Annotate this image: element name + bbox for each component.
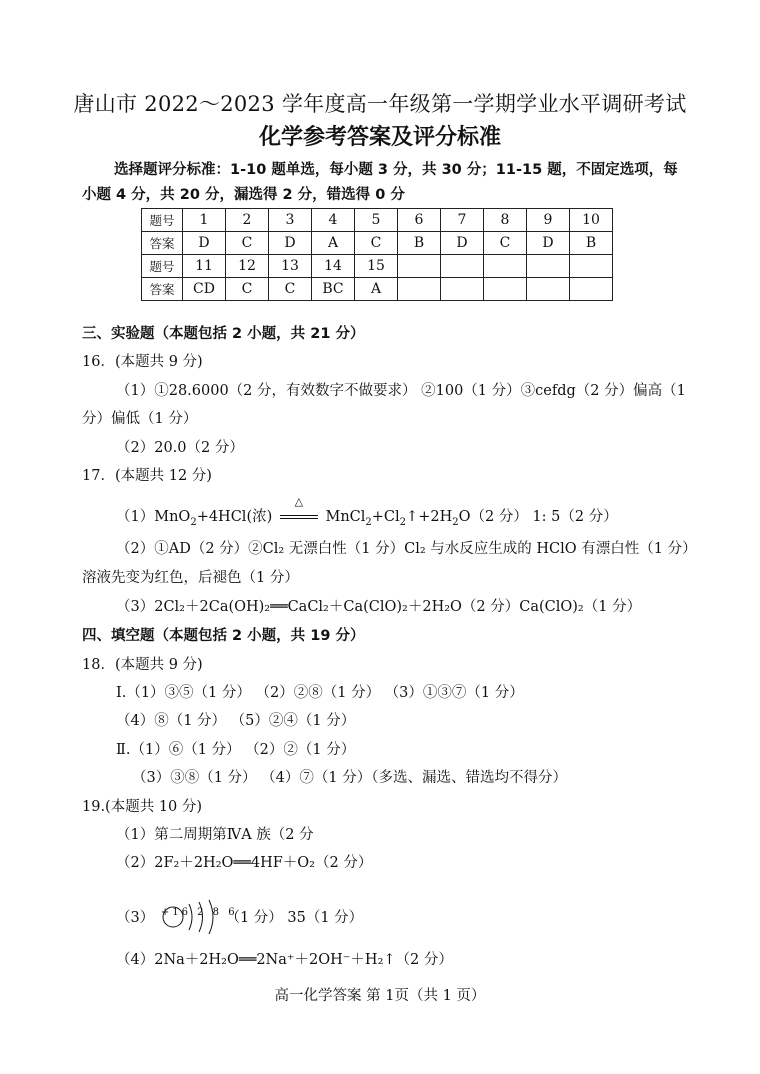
q19-part2: （2）2F₂＋2H₂O══4HF＋O₂（2 分） xyxy=(116,855,373,871)
q18-line4: （3）③⑧（1 分） （4）⑦（1 分）（多选、漏选、错选均不得分） xyxy=(132,770,567,786)
table-cell: CD xyxy=(183,278,226,301)
table-cell: 11 xyxy=(183,255,226,278)
table-cell: 10 xyxy=(570,209,613,232)
q19-part3 xyxy=(116,906,363,928)
q17-eq-end: （2 分） 1: 5（2 分） xyxy=(470,509,618,525)
table-cell xyxy=(527,255,570,278)
table-header-cell: 题号 xyxy=(142,255,183,278)
table-cell: 8 xyxy=(484,209,527,232)
table-cell: C xyxy=(226,278,269,301)
atom-structure-diagram xyxy=(159,907,238,928)
delta-symbol: △ xyxy=(294,495,304,508)
table-cell: C xyxy=(355,232,398,255)
q16-title: 16．(本题共 9 分) xyxy=(82,354,203,370)
table-cell: C xyxy=(226,232,269,255)
q19-title: 19.(本题共 10 分) xyxy=(82,799,203,815)
section-4-heading: 四、填空题（本题包括 2 小题，共 19 分） xyxy=(82,628,365,644)
q17-title: 17．(本题共 12 分) xyxy=(82,468,212,484)
table-cell xyxy=(398,255,441,278)
table-cell: B xyxy=(570,232,613,255)
q18-line3: Ⅱ.（1）⑥（1 分） （2）②（1 分） xyxy=(116,742,356,758)
table-cell xyxy=(570,278,613,301)
table-cell: 13 xyxy=(269,255,312,278)
page-subtitle: 化学参考答案及评分标准 xyxy=(258,125,501,150)
table-row xyxy=(142,278,613,301)
table-cell: 15 xyxy=(355,255,398,278)
q16-part1-b: 分）偏低（1 分） xyxy=(82,411,198,427)
table-row xyxy=(142,232,613,255)
table-cell xyxy=(441,255,484,278)
q17-part2-b: 溶液先变为红色，后褪色（1 分） xyxy=(82,570,299,586)
q18-line1: Ⅰ.（1）③⑤（1 分） （2）②⑧（1 分） （3）①③⑦（1 分） xyxy=(116,685,524,701)
table-header-cell: 题号 xyxy=(142,209,183,232)
table-row xyxy=(142,255,613,278)
q18-title: 18．(本题共 9 分) xyxy=(82,657,203,673)
page-footer: 高一化学答案 第 1页（共 1 页） xyxy=(274,988,486,1004)
q19-part1: （1）第二周期第ⅣA 族（2 分 xyxy=(116,827,314,843)
table-cell: D xyxy=(527,232,570,255)
table-cell xyxy=(441,278,484,301)
table-cell: B xyxy=(398,232,441,255)
q18-line2: （4）⑧（1 分） （5）②④（1 分） xyxy=(116,713,356,729)
table-cell: BC xyxy=(312,278,355,301)
table-cell xyxy=(570,255,613,278)
atom-label: +16 2 8 6 xyxy=(160,907,238,918)
table-cell: 7 xyxy=(441,209,484,232)
table-cell: D xyxy=(269,232,312,255)
table-cell xyxy=(484,255,527,278)
table-cell xyxy=(398,278,441,301)
q17-eq-left: （1）MnO xyxy=(116,509,191,525)
q19-part4: （4）2Na＋2H₂O══2Na⁺＋2OH⁻＋H₂↑（2 分） xyxy=(116,952,453,968)
table-cell: 4 xyxy=(312,209,355,232)
page-title: 唐山市 2022～2023 学年度高一年级第一学期学业水平调研考试 xyxy=(73,92,687,116)
q17-part3: （3）2Cl₂＋2Ca(OH)₂══CaCl₂＋Ca(ClO)₂＋2H₂O（2 分）Ca(ClO)₂（1 分） xyxy=(116,599,642,615)
table-cell: C xyxy=(484,232,527,255)
table-cell: 9 xyxy=(527,209,570,232)
table-cell xyxy=(484,278,527,301)
table-header-cell: 答案 xyxy=(142,278,183,301)
q16-part1-a: （1）①28.6000（2 分，有效数字不做要求） ②100（1 分）③cefdg（2 分）偏高（1 xyxy=(116,383,686,399)
q17-part1: （1）MnO$_2$+4HCl(浓) △ $MnCl_2+Cl_2↑+2H_2O(2$ 分） 1: 5（2 分） xyxy=(116,495,618,528)
table-cell xyxy=(527,278,570,301)
scoring-standard: 选择题评分标准：1-10 题单选，每小题 3 分，共 30 分；11-15 题，不固定选项，每小题 4 分，共 20 分，漏选得 2 分，错选得 0 分 xyxy=(82,162,678,203)
table-cell: 1 xyxy=(183,209,226,232)
q19-part3-prefix: （3） xyxy=(116,910,155,926)
table-cell: 6 xyxy=(398,209,441,232)
q19-part3-suffix: （1 分） 35（1 分） xyxy=(225,910,364,926)
table-cell: D xyxy=(183,232,226,255)
table-cell: C xyxy=(269,278,312,301)
q16-part2: （2）20.0（2 分） xyxy=(116,440,244,456)
table-cell: 2 xyxy=(226,209,269,232)
table-cell: 12 xyxy=(226,255,269,278)
table-cell: 5 xyxy=(355,209,398,232)
table-cell: D xyxy=(441,232,484,255)
table-header-cell: 答案 xyxy=(142,232,183,255)
heat-condition xyxy=(277,495,321,525)
table-cell: 3 xyxy=(269,209,312,232)
table-row xyxy=(142,209,613,232)
q17-part2-a: （2）①AD（2 分）②Cl₂ 无漂白性（1 分）Cl₂ 与水反应生成的 HClO 有漂白性（1 分） xyxy=(116,541,697,557)
q17-eq-mid: MnCl xyxy=(325,509,366,525)
section-3-heading: 三、实验题（本题包括 2 小题，共 21 分） xyxy=(82,326,365,342)
table-cell: A xyxy=(312,232,355,255)
table-cell: 14 xyxy=(312,255,355,278)
table-cell: A xyxy=(355,278,398,301)
answer-table xyxy=(141,208,613,301)
